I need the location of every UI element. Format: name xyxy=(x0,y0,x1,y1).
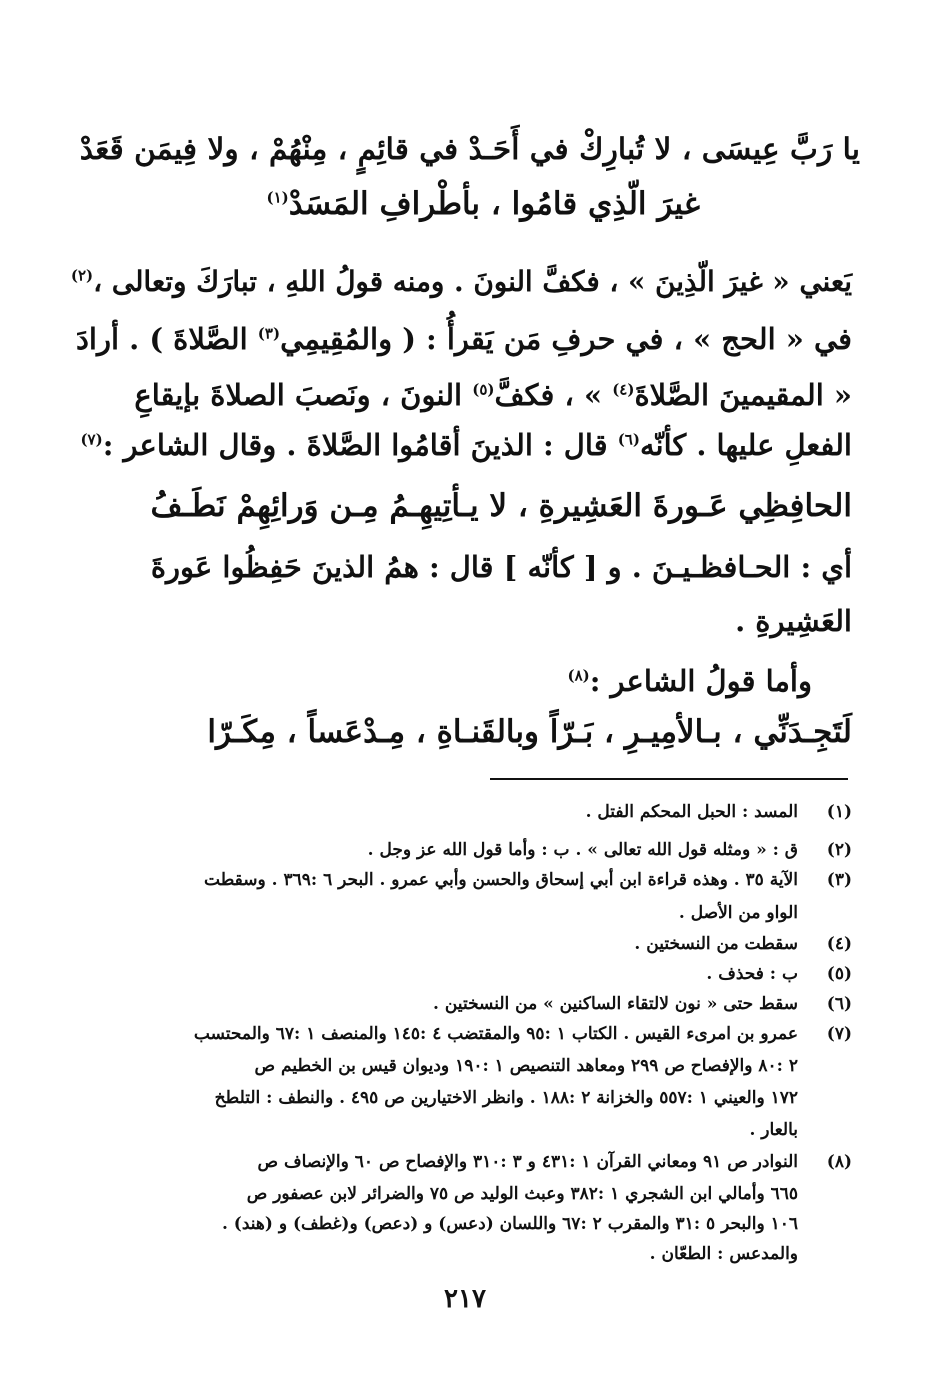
footnote-marker-6: (٦) xyxy=(617,430,640,449)
footnote-number: (٨) xyxy=(826,1152,852,1172)
footnote-number: (١) xyxy=(826,802,852,822)
footnote-marker-7: (٧) xyxy=(80,430,103,449)
footnote-text: ١٠٦ والبحر ٥ :٣١ والمقرب ٢ :٦٧ واللسان (دعس) و (دعص) و(غطف) و (هند) . xyxy=(221,1214,798,1234)
footnote-text: والمدعس : الطعّان . xyxy=(649,1244,798,1264)
footnote-number: (٥) xyxy=(826,964,852,984)
footnote-text: ٢ :٨٠ والإفصاح ص ٢٩٩ ومعاهد التنصيص ١ :١٩٠ وديوان قيس بن الخطيم ص xyxy=(254,1056,798,1076)
footnote-text: سقطت من النسختين . xyxy=(634,934,798,954)
para-1-line-2: في « الحج » ، في حرفِ مَن يَقرأُ : ( والمُقِيمِي$^{(٣)}$ الصَّلاةَ ) . أرادَ xyxy=(76,322,852,356)
para-1-line-1: يَعني « غيرَ الّذِينَ » ، فكفَّ النونَ . ومنه قولُ اللهِ ، تبارَكَ وتعالى ،$^{(٢)}$ xyxy=(70,265,852,298)
footnote-number: (٤) xyxy=(826,934,852,954)
footnote-text: ٦٦٥ وأمالي ابن الشجري ١ :٣٨٢ وعبث الوليد ص ٧٥ والضرائر لابن عصفور ص xyxy=(246,1184,798,1204)
footnote-text: بالعار . xyxy=(749,1120,798,1140)
footnote-text: المسد : الحبل المحكم الفتل . xyxy=(585,802,798,822)
para-2-line-1: أي : الحـافظـيـنَ . و [ كأنّه ] قال : همُ الذينَ حَفِظُوا عَورةَ xyxy=(150,550,852,584)
footnote-marker-2: (٢) xyxy=(70,266,94,285)
footnote-text: النوادر ص ٩١ ومعاني القرآن ١ :٤٣١ و ٣ :٣١٠ والإفصاح ص ٦٠ والإنصاف ص xyxy=(257,1152,798,1172)
page-number: ٢١٧ xyxy=(444,1284,486,1314)
footnote-number: (٦) xyxy=(826,994,852,1014)
footnote-marker-4: (٤) xyxy=(612,380,635,399)
footnote-text: الواو من الأصل . xyxy=(678,903,798,923)
footnote-text: سقط حتى « نون لالتقاء الساكنين » من النسختين . xyxy=(433,994,798,1014)
verse-1-line-1: يا رَبَّ عِيسَى ، لا تُبارِكْ في أَحَـدْ في قائِمٍ ، مِنْهُمْ ، ولا فِيمَن قَعَدْ xyxy=(79,132,860,167)
footnote-text: ق : « ومثله قول الله تعالى » . ب : وأما قول الله عز وجل . xyxy=(367,840,798,860)
footnote-number: (٢) xyxy=(826,840,852,860)
footnote-number: (٧) xyxy=(826,1024,852,1044)
footnote-marker-3: (٣) xyxy=(257,324,281,343)
footnote-text: الآية ٣٥ . وهذه قراءة ابن أبي إسحاق والحسن وأبي عمرو . البحر ٦ :٣٦٩ . وسقطت xyxy=(204,870,798,890)
footnote-text: عمرو بن امرىء القيس . الكتاب ١ :٩٥ والمقتضب ٤ :١٤٥ والمنصف ١ :٦٧ والمحتسب xyxy=(193,1024,798,1044)
footnote-marker-8: (٨) xyxy=(567,666,590,685)
footnote-text: ب : فحذف . xyxy=(706,964,798,984)
verse-3-line-1: لَتَجِـدَنِّي ، بـالأمِيـرِ ، بَـرّاً وبالقَنـاةِ ، مِـدْعَساً ، مِكَـرّا xyxy=(207,714,852,750)
para-1-line-4: الفعلِ عليها . كأنّه$^{(٦)}$ قال : الذينَ أقامُوا الصَّلاةَ . وقال الشاعر :$^{(٧)}$ xyxy=(80,428,852,462)
verse-1-line-2: غيرَ الّذِي قامُوا ، بأطْرافِ المَسَدْ$^{(١)}$ xyxy=(266,186,700,222)
footnote-marker-5: (٥) xyxy=(472,380,495,399)
para-2-line-2: العَشِيرةِ . xyxy=(735,604,852,638)
para-3-line-1: وأما قولُ الشاعر :$^{(٨)}$ xyxy=(567,664,812,698)
footnote-separator xyxy=(490,778,848,780)
verse-2-line-1: الحافِظِي عَـورةَ العَشِيرةِ ، لا يـأتِيهِـمُ مِـن وَرائِهِمْ نَطَـفُ xyxy=(150,488,852,524)
footnote-number: (٣) xyxy=(826,870,852,890)
para-1-line-3: « المقيمينَ الصَّلاةَ$^{(٤)}$ » ، فكفَّ$^{(٥)}$ النونَ ، ونَصبَ الصلاةَ بإيقاعِ xyxy=(134,378,852,412)
footnote-marker-1: (١) xyxy=(266,188,289,207)
footnote-text: ١٧٢ والعيني ١ :٥٥٧ والخزانة ٢ :١٨٨ . وانظر الاختيارين ص ٤٩٥ . والنطف : التلطخ xyxy=(214,1088,798,1108)
